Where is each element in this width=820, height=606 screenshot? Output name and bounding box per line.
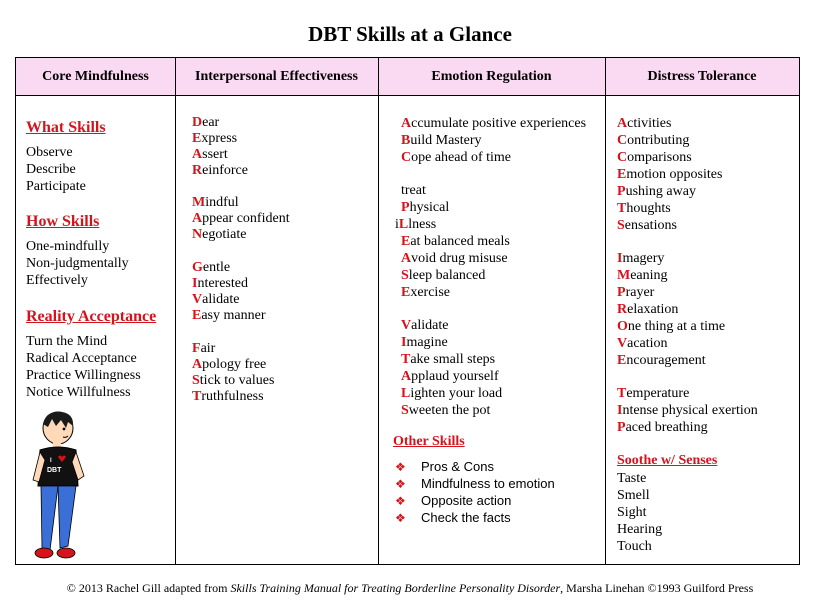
list-item: Describe (26, 162, 76, 177)
list-item: Cope ahead of time (401, 150, 512, 165)
list-item: Turn the Mind (26, 334, 108, 349)
list-item: ❖ Pros & Cons (395, 459, 494, 474)
list-item: iLlness (395, 217, 437, 232)
list-item: Build Mastery (401, 133, 482, 148)
list-item: Eat balanced meals (401, 234, 510, 249)
list-item: Truthfulness (192, 389, 264, 404)
list-item: Hearing (617, 522, 663, 537)
list-item: Smell (617, 488, 650, 503)
soothe-senses-heading: Soothe w/ Senses (617, 453, 718, 468)
list-item: Comparisons (617, 150, 692, 165)
list-item: Applaud yourself (401, 369, 499, 384)
reality-acceptance-heading: Reality Acceptance (26, 308, 157, 325)
list-item: Accumulate positive experiences (401, 116, 587, 131)
list-item: Touch (617, 539, 652, 554)
list-item: Activities (617, 116, 672, 131)
list-item: Gentle (192, 260, 231, 275)
list-item: Imagery (617, 251, 665, 266)
list-item: Interested (192, 276, 248, 291)
list-item: Paced breathing (617, 420, 708, 435)
list-item: Notice Willfulness (26, 385, 131, 400)
list-item: Temperature (617, 386, 690, 401)
page-title: DBT Skills at a Glance (308, 22, 512, 46)
list-item: Effectively (26, 273, 88, 288)
column-divider (175, 58, 176, 564)
skills-table (15, 57, 800, 565)
list-item: Validate (192, 292, 240, 307)
list-item: Fair (192, 341, 216, 356)
list-item: Exercise (401, 285, 450, 300)
other-skills-heading: Other Skills (393, 434, 465, 449)
list-item: Take small steps (401, 352, 496, 367)
list-item: ❖ Mindfulness to emotion (395, 476, 555, 491)
list-item: One thing at a time (617, 319, 726, 334)
list-item: Meaning (617, 268, 668, 283)
what-skills-heading: What Skills (26, 119, 106, 136)
list-item: Assert (192, 147, 228, 162)
list-item: treat (401, 183, 426, 198)
list-item: Validate (401, 318, 449, 333)
list-item: ❖ Opposite action (395, 493, 512, 508)
list-item: Imagine (401, 335, 448, 350)
list-item: Intense physical exertion (617, 403, 758, 418)
list-item: ❖ Check the facts (395, 510, 511, 525)
list-item: Emotion opposites (617, 167, 723, 182)
cartoon-boy-illustration (28, 410, 98, 575)
list-item: Participate (26, 179, 86, 194)
header-core-mindfulness: Core Mindfulness (42, 69, 149, 84)
list-item: Appear confident (192, 211, 290, 226)
list-item: Encouragement (617, 353, 706, 368)
list-item: Sensations (617, 218, 677, 233)
svg-text:I: I (50, 458, 52, 464)
header-distress-tolerance: Distress Tolerance (647, 69, 757, 84)
list-item: Negotiate (192, 227, 247, 242)
diamond-bullet-icon: ❖ (395, 511, 406, 525)
list-item: Vacation (617, 336, 668, 351)
list-item: Stick to values (192, 373, 275, 388)
column-divider (605, 58, 606, 564)
list-item: Taste (617, 471, 647, 486)
list-item: Mindful (192, 195, 239, 210)
diamond-bullet-icon: ❖ (395, 460, 406, 474)
how-skills-heading: How Skills (26, 213, 100, 230)
column-divider (378, 58, 379, 564)
list-item: Observe (26, 145, 73, 160)
list-item: Easy manner (192, 308, 266, 323)
svg-text:DBT: DBT (47, 467, 62, 474)
list-item: Lighten your load (401, 386, 503, 401)
list-item: Prayer (617, 285, 655, 300)
diamond-bullet-icon: ❖ (395, 477, 406, 491)
header-row (16, 58, 799, 96)
list-item: Avoid drug misuse (401, 251, 508, 266)
diamond-bullet-icon: ❖ (395, 494, 406, 508)
list-item: One-mindfully (26, 239, 110, 254)
list-item: Express (192, 131, 238, 146)
header-interpersonal-effectiveness: Interpersonal Effectiveness (195, 69, 358, 84)
list-item: Sweeten the pot (401, 403, 491, 418)
list-item: Sight (617, 505, 647, 520)
list-item: Radical Acceptance (26, 351, 137, 366)
list-item: Non-judgmentally (26, 256, 129, 271)
list-item: Practice Willingness (26, 368, 141, 383)
list-item: Physical (401, 200, 450, 215)
list-item: Dear (192, 115, 220, 130)
footer-credit: © 2013 Rachel Gill adapted from Skills Training Manual for Treating Borderline Personality Disorder, Marsha Linehan ©1993 Guilford Press (66, 581, 754, 595)
header-emotion-regulation: Emotion Regulation (431, 69, 552, 84)
list-item: Contributing (617, 133, 690, 148)
list-item: Reinforce (192, 163, 248, 178)
list-item: Apology free (192, 357, 267, 372)
boy-figure-icon (28, 410, 98, 570)
list-item: Pushing away (617, 184, 696, 199)
list-item: Thoughts (617, 201, 671, 216)
list-item: Relaxation (617, 302, 679, 317)
list-item: Sleep balanced (401, 268, 486, 283)
